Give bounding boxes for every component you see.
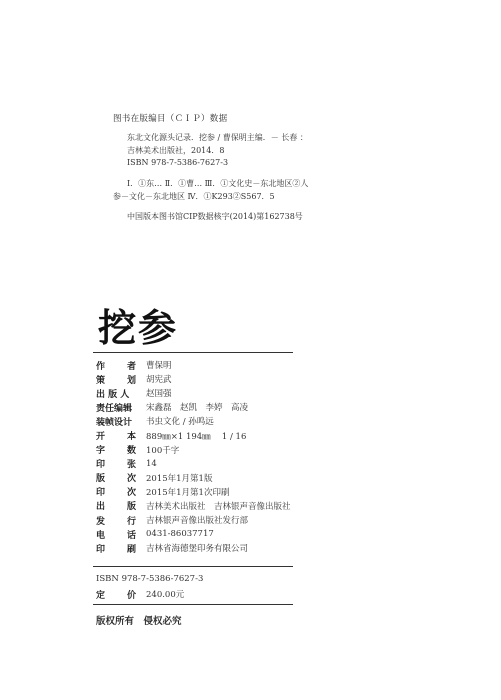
- credit-row: [96, 457, 291, 471]
- credit-value: 0431-86037717: [146, 529, 214, 540]
- credit-label: 字 数: [96, 446, 136, 457]
- credit-value: 14: [146, 458, 157, 469]
- credits-list: [96, 358, 291, 555]
- credit-row: [96, 443, 291, 457]
- price-value: 240.00元: [146, 590, 185, 600]
- credit-value: 书虫文化 / 孙鸣远: [146, 417, 214, 428]
- credit-label: 电 话: [96, 530, 136, 541]
- credit-row: [96, 372, 291, 386]
- credit-value: 曹保明: [146, 361, 172, 372]
- cip-subject-line-cont: 参－文化－东北地区 Ⅳ．①K293②S567．5: [113, 192, 275, 201]
- cip-heading: 图书在版编目（ＣＩＰ）数据: [113, 114, 228, 124]
- credit-value: 赵国强: [146, 389, 172, 400]
- book-title: 挖参: [98, 306, 179, 350]
- cip-subject-line: Ⅰ．①东… Ⅱ．①曹… Ⅲ．①文化史－东北地区②人: [127, 179, 309, 188]
- credit-label: 出 版 人: [96, 389, 130, 400]
- credit-row: [96, 428, 291, 442]
- cip-title-line: 东北文化源头记录．挖参 / 曹保明主编．－ 长春 ：: [127, 133, 308, 142]
- credit-label: 开 本: [96, 432, 136, 443]
- credit-label: 装帧设计: [96, 417, 133, 428]
- credit-label: 印 张: [96, 460, 136, 471]
- credit-row: [96, 541, 291, 555]
- credit-value: 100千字: [146, 445, 180, 456]
- credit-value: 吉林美术出版社 吉林银声音像出版社: [146, 501, 291, 512]
- credit-label: 发 行: [96, 516, 136, 527]
- credit-label: 策 划: [96, 375, 136, 386]
- credit-row: [96, 499, 291, 513]
- cip-record-number: 中国版本图书馆CIP数据核字(2014)第162738号: [127, 212, 303, 221]
- credits-divider: [93, 566, 293, 567]
- cip-publisher-line: 吉林美术出版社，2014．8: [127, 146, 225, 155]
- credit-value: 胡宪武: [146, 375, 172, 386]
- credit-value: 2015年1月第1次印刷: [146, 487, 230, 498]
- credit-label: 责任编辑: [96, 403, 133, 414]
- copyright-notice: 版权所有 侵权必究: [96, 616, 182, 627]
- title-divider: [93, 352, 293, 353]
- credit-row: [96, 471, 291, 485]
- credit-label: 印 次: [96, 488, 136, 499]
- credit-row: [96, 414, 291, 428]
- credit-row: [96, 513, 291, 527]
- credit-row: [96, 485, 291, 499]
- credit-row: [96, 527, 291, 541]
- credit-label: 版 次: [96, 474, 136, 485]
- credit-row: [96, 386, 291, 400]
- credit-label: 出 版: [96, 502, 136, 513]
- credit-label: 作 者: [96, 361, 136, 372]
- price-label: 定 价: [96, 591, 136, 601]
- credit-value: 889㎜×1 194㎜ 1 / 16: [146, 431, 247, 442]
- credit-value: 吉林省海德堡印务有限公司: [146, 544, 249, 555]
- price-divider: [93, 604, 293, 605]
- credit-value: 宋鑫磊 赵凯 李婷 高凌: [146, 403, 249, 414]
- credit-value: 吉林银声音像出版社发行部: [146, 516, 249, 527]
- credit-label: 印 刷: [96, 544, 136, 555]
- credit-row: [96, 358, 291, 372]
- credit-value: 2015年1月第1版: [146, 473, 213, 484]
- cip-isbn-line: ISBN 978-7-5386-7627-3: [127, 158, 229, 167]
- isbn-number: ISBN 978-7-5386-7627-3: [96, 574, 204, 584]
- credit-row: [96, 400, 291, 414]
